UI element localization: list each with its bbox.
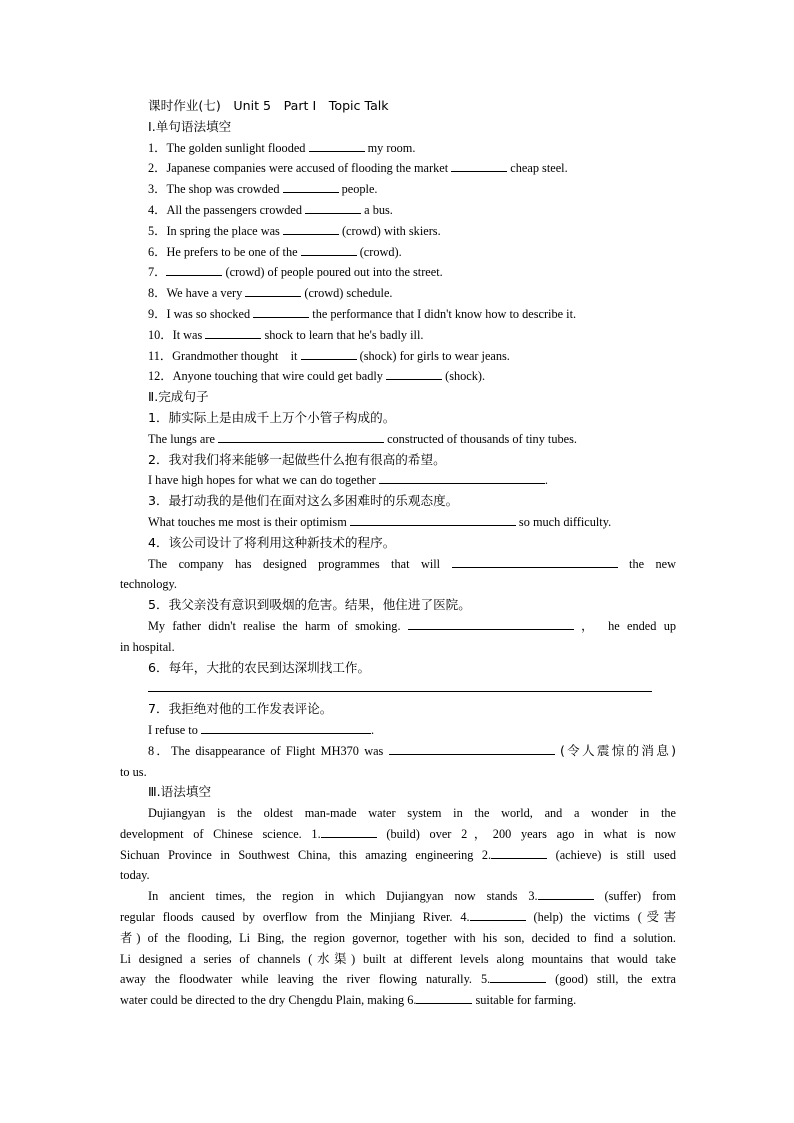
- answer-blank[interactable]: [321, 824, 377, 838]
- answer-blank[interactable]: [416, 990, 472, 1004]
- passage-line: water could be directed to the dry Chengdu Plain, making 6. suitable for farming.: [120, 990, 676, 1011]
- worksheet-page: [120, 96, 676, 1011]
- question-1-2: 2．Japanese companies were accused of flooding the market cheap steel.: [120, 158, 676, 179]
- answer-blank[interactable]: [491, 845, 547, 859]
- passage-line: regular floods caused by overflow from the Minjiang River. 4. (help) the victims (受害: [120, 907, 676, 928]
- answer-blank[interactable]: [452, 554, 618, 568]
- answer-blank[interactable]: [218, 429, 384, 443]
- answer-blank[interactable]: [386, 366, 442, 380]
- question-1-3: 3．The shop was crowded people.: [120, 179, 676, 200]
- question-2-6-prompt: 6．每年，大批的农民到达深圳找工作。: [148, 659, 371, 675]
- passage-paragraph-2: [120, 886, 676, 1011]
- question-2-4-continuation: technology.: [120, 577, 177, 592]
- question-1-7: 7． (crowd) of people poured out into the street.: [120, 262, 676, 283]
- passage-line: Dujiangyan is the oldest man-made water system in the world, and a wonder in the: [148, 806, 676, 821]
- question-2-8-continuation: to us.: [120, 764, 147, 779]
- section-1-heading: Ⅰ.单句语法填空: [148, 118, 232, 134]
- question-1-5: 5．In spring the place was (crowd) with skiers.: [120, 221, 676, 242]
- passage-paragraph-1: [120, 803, 676, 886]
- answer-blank[interactable]: [309, 138, 365, 152]
- passage-line: Li designed a series of channels (水渠) built at different levels along mountains that would take: [120, 951, 676, 966]
- answer-blank[interactable]: [253, 304, 309, 318]
- section-1-list: [120, 138, 676, 388]
- answer-blank[interactable]: [283, 221, 339, 235]
- question-1-4: 4．All the passengers crowded a bus.: [120, 200, 676, 221]
- answer-blank[interactable]: [301, 242, 357, 256]
- answer-blank[interactable]: [538, 886, 594, 900]
- answer-blank[interactable]: [350, 512, 516, 526]
- question-2-3-prompt: 3．最打动我的是他们在面对这么多困难时的乐观态度。: [148, 493, 459, 509]
- answer-blank[interactable]: [389, 741, 555, 755]
- question-2-5-sentence: My father didn't realise the harm of smoking. ， he ended up: [120, 616, 676, 637]
- passage-line: today.: [120, 868, 150, 883]
- question-2-2-sentence: I have high hopes for what we can do together .: [120, 470, 676, 491]
- question-2-3-sentence: What touches me most is their optimism so much difficulty.: [120, 512, 676, 533]
- question-2-5-continuation: in hospital.: [120, 639, 175, 654]
- answer-blank[interactable]: [301, 346, 357, 360]
- question-2-5-prompt: 5．我父亲没有意识到吸烟的危害。结果，他住进了医院。: [148, 597, 471, 613]
- question-1-6: 6．He prefers to be one of the (crowd).: [120, 242, 676, 263]
- answer-blank[interactable]: [201, 720, 371, 734]
- question-1-11: 11．Grandmother thought it (shock) for girls to wear jeans.: [120, 346, 676, 367]
- question-2-7-sentence: I refuse to .: [120, 720, 676, 741]
- answer-blank[interactable]: [490, 969, 546, 983]
- passage-line: away the floodwater while leaving the river flowing naturally. 5. (good) still, the extra: [120, 969, 676, 990]
- passage-line: Sichuan Province in Southwest China, this amazing engineering 2. (achieve) is still used: [120, 845, 676, 866]
- answer-blank[interactable]: [379, 470, 545, 484]
- answer-blank[interactable]: [166, 262, 222, 276]
- answer-line[interactable]: [148, 678, 652, 692]
- answer-blank[interactable]: [305, 200, 361, 214]
- question-2-8-sentence: 8．The disappearance of Flight MH370 was (令人震惊的消息): [148, 742, 676, 758]
- question-1-9: 9．I was so shocked the performance that I didn't know how to describe it.: [120, 304, 676, 325]
- question-1-12: 12．Anyone touching that wire could get badly (shock).: [120, 366, 676, 387]
- page-title: 课时作业(七) Unit 5 Part Ⅰ Topic Talk: [148, 98, 389, 113]
- passage-line: In ancient times, the region in which Dujiangyan now stands 3. (suffer) from: [120, 886, 676, 907]
- question-2-1-sentence: The lungs are constructed of thousands of tiny tubes.: [120, 429, 676, 450]
- question-2-6-sentence: [120, 678, 676, 699]
- question-2-1-prompt: 1．肺实际上是由成千上万个小管子构成的。: [148, 409, 396, 425]
- passage-line: development of Chinese science. 1. (build) over 2，200 years ago in what is now: [120, 824, 676, 845]
- answer-blank[interactable]: [205, 325, 261, 339]
- answer-blank[interactable]: [470, 907, 526, 921]
- question-2-7-prompt: 7．我拒绝对他的工作发表评论。: [148, 701, 333, 717]
- question-1-8: 8．We have a very (crowd) schedule.: [120, 283, 676, 304]
- passage-line: 者) of the flooding, Li Bing, the region governor, together with his son, decided to find a solution.: [120, 930, 676, 945]
- question-2-2-prompt: 2．我对我们将来能够一起做些什么抱有很高的希望。: [148, 451, 446, 467]
- answer-blank[interactable]: [451, 158, 507, 172]
- question-2-4-sentence: The company has designed programmes that will the new: [120, 554, 676, 575]
- answer-blank[interactable]: [283, 179, 339, 193]
- answer-blank[interactable]: [245, 283, 301, 297]
- section-3-heading: Ⅲ.语法填空: [148, 784, 212, 800]
- question-1-1: 1．The golden sunlight flooded my room.: [120, 138, 676, 159]
- answer-blank[interactable]: [408, 616, 574, 630]
- question-1-10: 10．It was shock to learn that he's badly ill.: [120, 325, 676, 346]
- section-2-heading: Ⅱ.完成句子: [148, 389, 209, 405]
- question-2-4-prompt: 4．该公司设计了将利用这种新技术的程序。: [148, 534, 396, 550]
